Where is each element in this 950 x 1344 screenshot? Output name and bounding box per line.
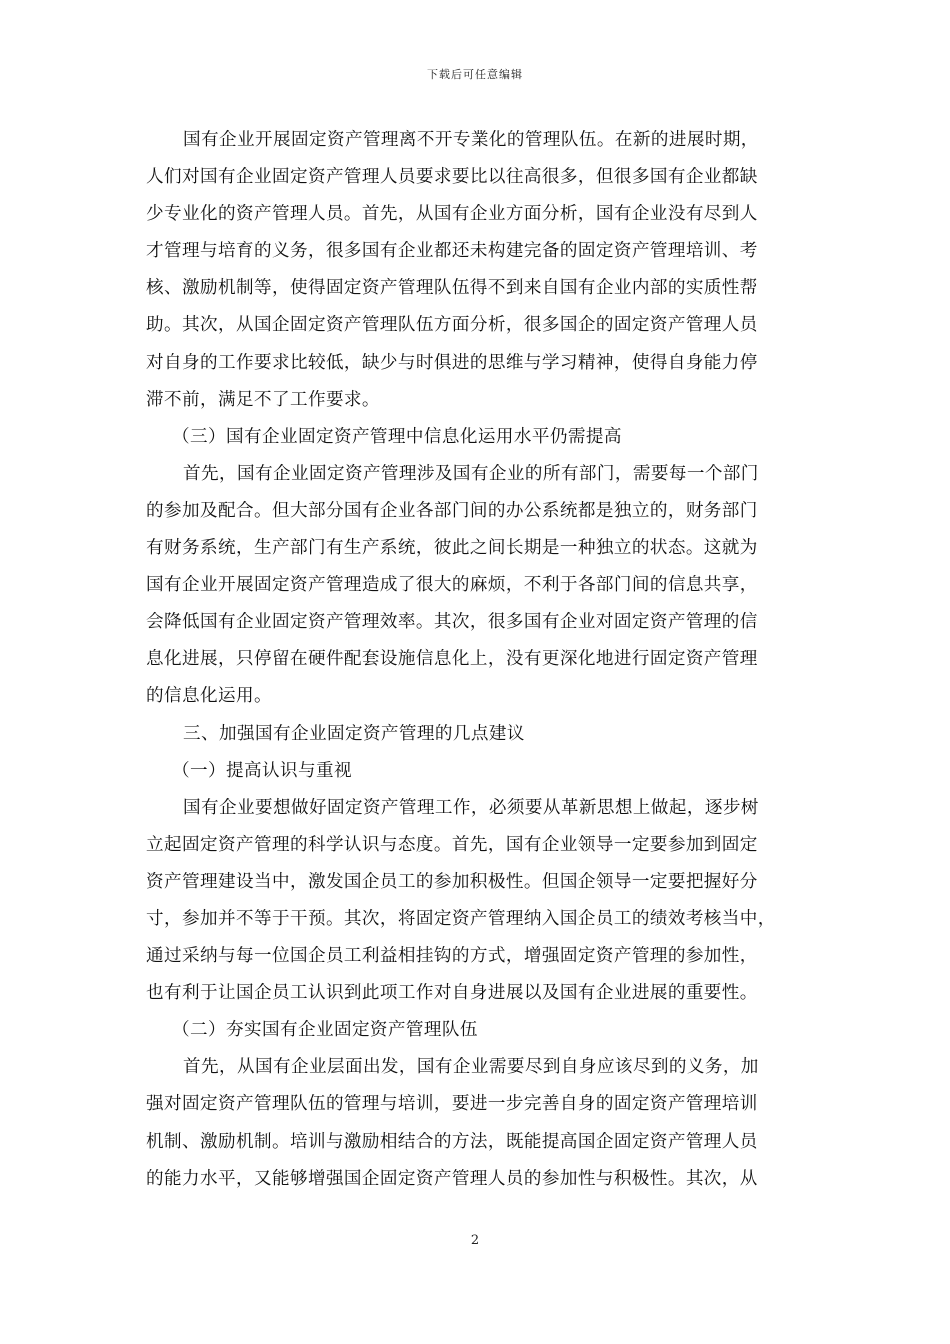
document-body: [146, 122, 806, 1198]
paragraph-line: 立起固定资产管理的科学认识与态度。首先，国有企业领导一定要参加到固定: [146, 834, 758, 855]
page-header: 下载后可任意编辑: [427, 68, 523, 81]
paragraph-line: 助。其次，从国企固定资产管理队伍方面分析，很多国企的固定资产管理人员: [146, 315, 758, 336]
paragraph-line: 有财务系统，生产部门有生产系统，彼此之间长期是一种独立的状态。这就为: [146, 538, 758, 559]
section-heading: （一）提高认识与重视: [172, 760, 352, 781]
paragraph-line: 人们对国有企业固定资产管理人员要求要比以往高很多，但很多国有企业都缺: [146, 167, 758, 188]
page-number: 2: [470, 1233, 480, 1248]
section-heading: （二）夯实国有企业固定资产管理队伍: [172, 1020, 478, 1041]
paragraph-line: 息化进展，只停留在硬件配套设施信息化上，没有更深化地进行固定资产管理: [146, 649, 758, 670]
paragraph-line: 也有利于让国企员工认识到此项工作对自身进展以及国有企业进展的重要性。: [146, 983, 758, 1004]
paragraph-line: 的信息化运用。: [146, 686, 272, 707]
paragraph-line: 少专业化的资产管理人员。首先，从国有企业方面分析，国有企业没有尽到人: [146, 204, 758, 225]
paragraph-line: 的能力水平，又能够增强国企固定资产管理人员的参加性与积极性。其次，从: [146, 1168, 758, 1189]
paragraph-line: 国有企业要想做好固定资产管理工作，必须要从革新思想上做起，逐步树: [183, 797, 759, 818]
paragraph-line: 通过采纳与每一位国企员工利益相挂钩的方式，增强固定资产管理的参加性，: [146, 946, 758, 967]
section-heading: （三）国有企业固定资产管理中信息化运用水平仍需提高: [172, 426, 622, 447]
paragraph-line: 寸，参加并不等于干预。其次，将固定资产管理纳入国企员工的绩效考核当中，: [146, 908, 776, 929]
paragraph-line: 核、激励机制等，使得固定资产管理队伍得不到来自国有企业内部的实质性帮: [146, 278, 758, 299]
paragraph-line: 强对固定资产管理队伍的管理与培训，要进一步完善自身的固定资产管理培训: [146, 1094, 758, 1115]
paragraph-line: 对自身的工作要求比较低，缺少与时俱进的思维与学习精神，使得自身能力停: [146, 352, 758, 373]
paragraph-line: 首先，从国有企业层面出发，国有企业需要尽到自身应该尽到的义务，加: [183, 1057, 759, 1078]
paragraph-line: 会降低国有企业固定资产管理效率。其次，很多国有企业对固定资产管理的信: [146, 612, 758, 633]
paragraph-line: 国有企业开展固定资产管理离不开专業化的管理队伍。在新的进展时期，: [183, 130, 759, 150]
section-heading: 三、加强国有企业固定资产管理的几点建议: [183, 723, 525, 744]
paragraph-line: 才管理与培育的义务，很多国有企业都还未构建完备的固定资产管理培训、考: [146, 241, 758, 262]
paragraph-line: 机制、激励机制。培训与激励相结合的方法，既能提高国企固定资产管理人员: [146, 1131, 758, 1152]
paragraph-line: 国有企业开展固定资产管理造成了很大的麻烦，不利于各部门间的信息共享，: [146, 575, 758, 596]
paragraph-line: 的参加及配合。但大部分国有企业各部门间的办公系统都是独立的，财务部门: [146, 500, 758, 521]
paragraph-line: 滞不前，满足不了工作要求。: [146, 389, 380, 410]
paragraph-line: 首先，国有企业固定资产管理涉及国有企业的所有部门，需要每一个部门: [183, 463, 759, 484]
paragraph-line: 资产管理建设当中，激发国企员工的参加积极性。但国企领导一定要把握好分: [146, 871, 758, 892]
